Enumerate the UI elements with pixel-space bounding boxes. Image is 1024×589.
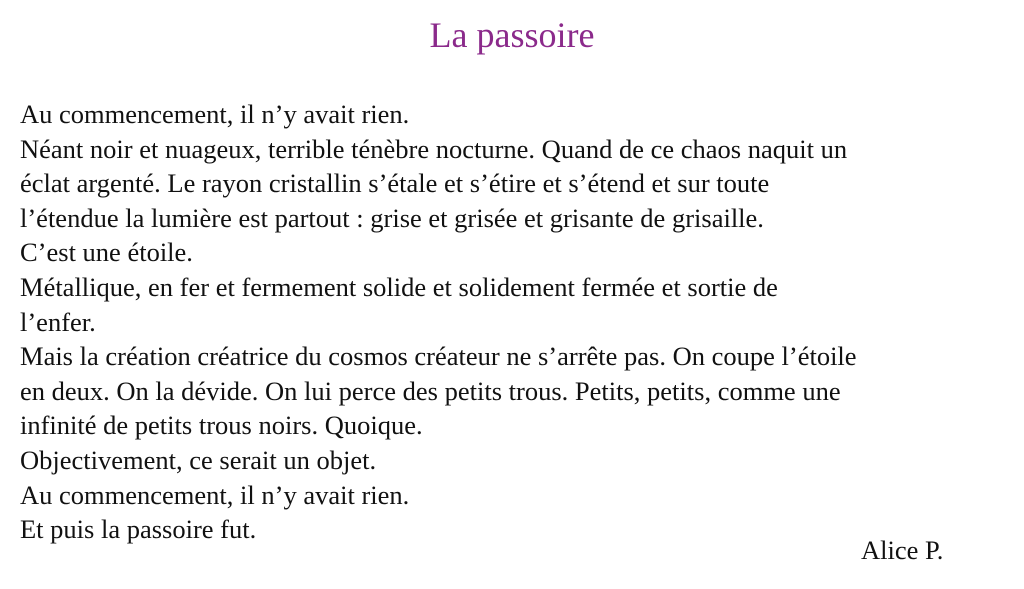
poem-line: Néant noir et nuageux, terrible ténèbre nocturne. Quand de ce chaos naquit un [20, 133, 848, 164]
poem-line: en deux. On la dévide. On lui perce des petits trous. Petits, petits, comme une [20, 375, 841, 406]
poem-body [20, 97, 1020, 547]
poem-line: infinité de petits trous noirs. Quoique. [20, 410, 423, 441]
poem-line: C’est une étoile. [20, 237, 193, 268]
poem-line: l’étendue la lumière est partout : grise et grisée et grisante de grisaille. [20, 202, 764, 233]
poem-line: l’enfer. [20, 306, 96, 337]
poem-line: éclat argenté. Le rayon cristallin s’étale et s’étire et s’étend et sur toute [20, 168, 770, 199]
author-signature: Alice P. [861, 535, 944, 565]
page-title: La passoire [429, 15, 595, 55]
poem-line: Au commencement, il n’y avait rien. [20, 99, 410, 129]
poem-line: Mais la création créatrice du cosmos créateur ne s’arrête pas. On coupe l’étoile [20, 341, 857, 372]
poem-line: Objectivement, ce serait un objet. [20, 444, 377, 475]
poem-line: Et puis la passoire fut. [20, 514, 257, 545]
poem-line: Métallique, en fer et fermement solide et solidement fermée et sortie de [20, 271, 778, 302]
poem-line: Au commencement, il n’y avait rien. [20, 479, 410, 510]
